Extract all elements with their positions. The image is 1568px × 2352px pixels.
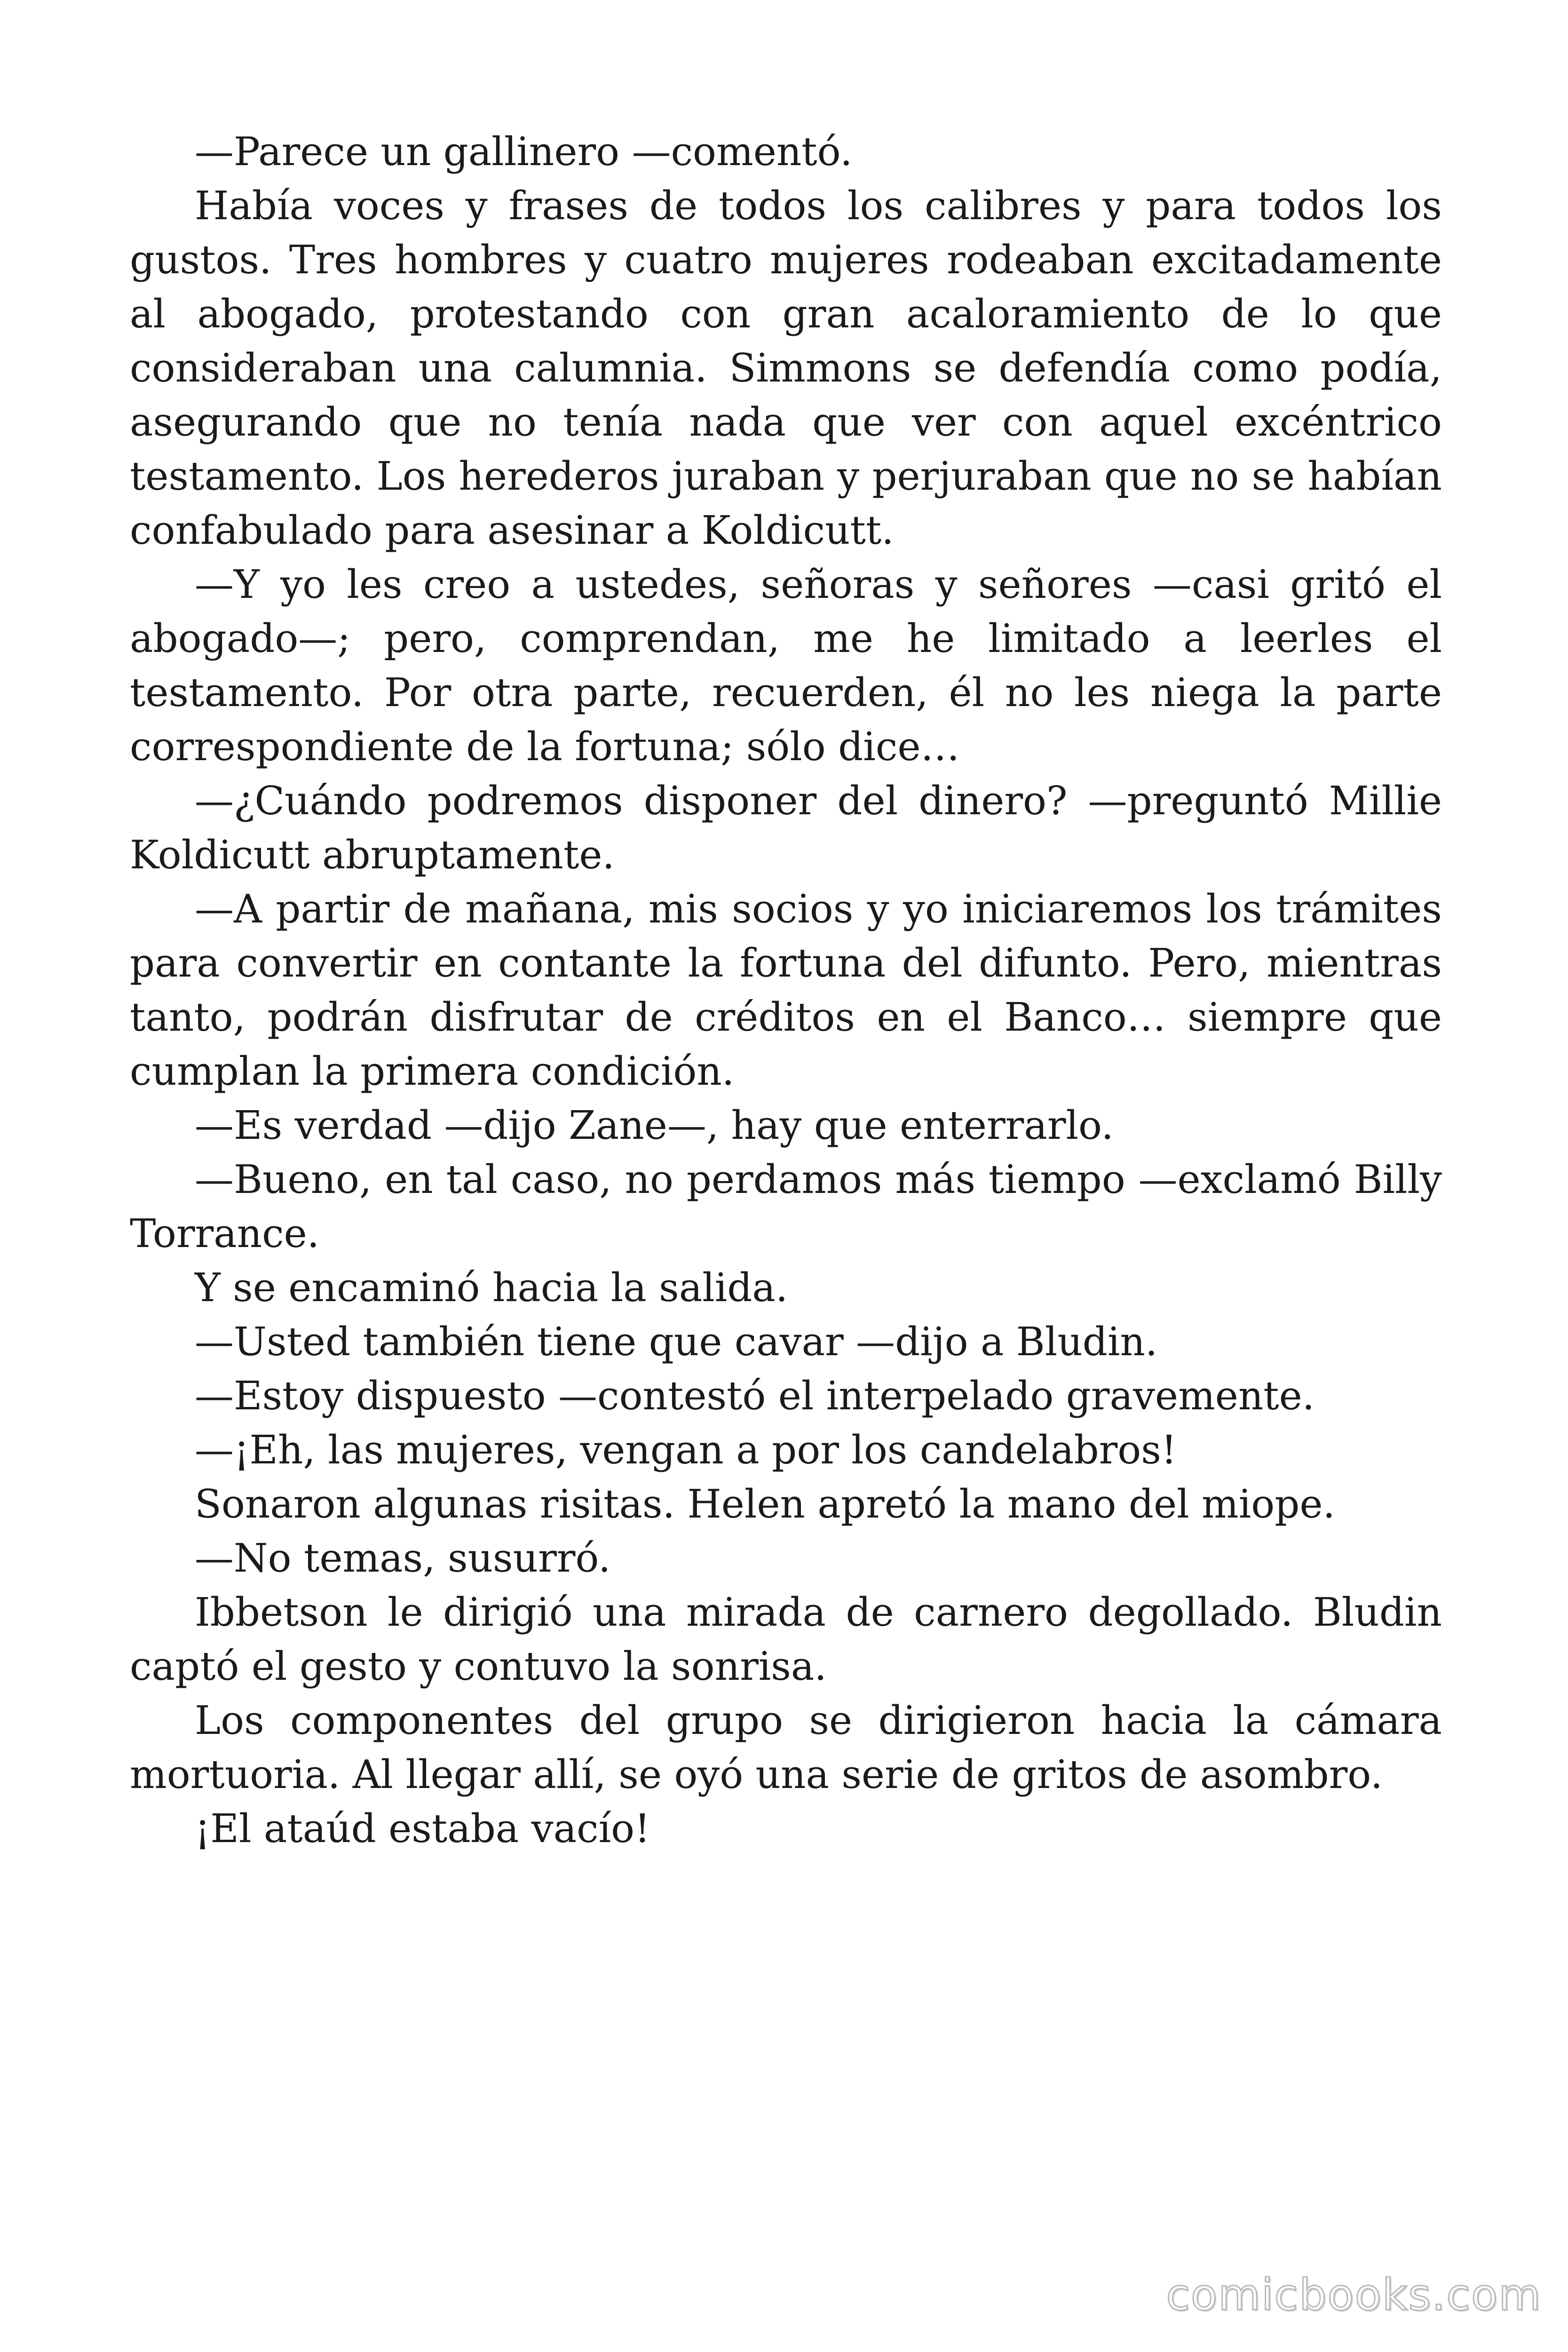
paragraph: —Y yo les creo a ustedes, señoras y señores —casi gritó el abogado—; pero, comprendan, me he limitado a leerles el testamento. Por otra parte, recuerden, él no les niega la parte correspondiente de la fortuna; sólo dice… bbox=[130, 562, 1442, 770]
paragraph: Había voces y frases de todos los calibres y para todos los gustos. Tres hombres y cuatro mujeres rodeaban excitadamente al abogado, protestando con gran acaloramiento de lo que consideraban una calumnia. Simmons se defendía como podía, asegurando que no tenía nada que ver con aquel excéntrico testamento. Los herederos juraban y perjuraban que no se habían confabulado para asesinar a Koldicutt. bbox=[130, 183, 1442, 553]
paragraph: —¿Cuándo podremos disponer del dinero? —preguntó Millie Koldicutt abruptamente. bbox=[130, 778, 1442, 878]
watermark: comicbooks.com bbox=[1166, 2270, 1542, 2320]
page-body bbox=[130, 125, 1442, 1856]
paragraph: ¡El ataúd estaba vacío! bbox=[195, 1806, 650, 1851]
paragraph: Ibbetson le dirigió una mirada de carnero degollado. Bludin captó el gesto y contuvo la sonrisa. bbox=[130, 1589, 1442, 1689]
paragraph: —Estoy dispuesto —contestó el interpelado gravemente. bbox=[195, 1373, 1315, 1419]
paragraph: —Es verdad —dijo Zane—, hay que enterrarlo. bbox=[195, 1103, 1114, 1148]
paragraph: Sonaron algunas risitas. Helen apretó la mano del miope. bbox=[195, 1481, 1335, 1527]
paragraph: —A partir de mañana, mis socios y yo iniciaremos los trámites para convertir en contante la fortuna del difunto. Pero, mientras tanto, podrán disfrutar de créditos en el Banco… siempre que cumplan la primera condición. bbox=[130, 886, 1442, 1094]
paragraph: —¡Eh, las mujeres, vengan a por los candelabros! bbox=[195, 1427, 1177, 1473]
paragraph: —No temas, susurró. bbox=[195, 1535, 611, 1581]
paragraph: Los componentes del grupo se dirigieron hacia la cámara mortuoria. Al llegar allí, se oyó una serie de gritos de asombro. bbox=[130, 1698, 1442, 1797]
paragraph: Y se encaminó hacia la salida. bbox=[195, 1265, 788, 1311]
paragraph: —Bueno, en tal caso, no perdamos más tiempo —exclamó Billy Torrance. bbox=[130, 1157, 1442, 1256]
paragraph: —Usted también tiene que cavar —dijo a Bludin. bbox=[195, 1319, 1158, 1365]
paragraph: —Parece un gallinero —comentó. bbox=[195, 129, 853, 175]
